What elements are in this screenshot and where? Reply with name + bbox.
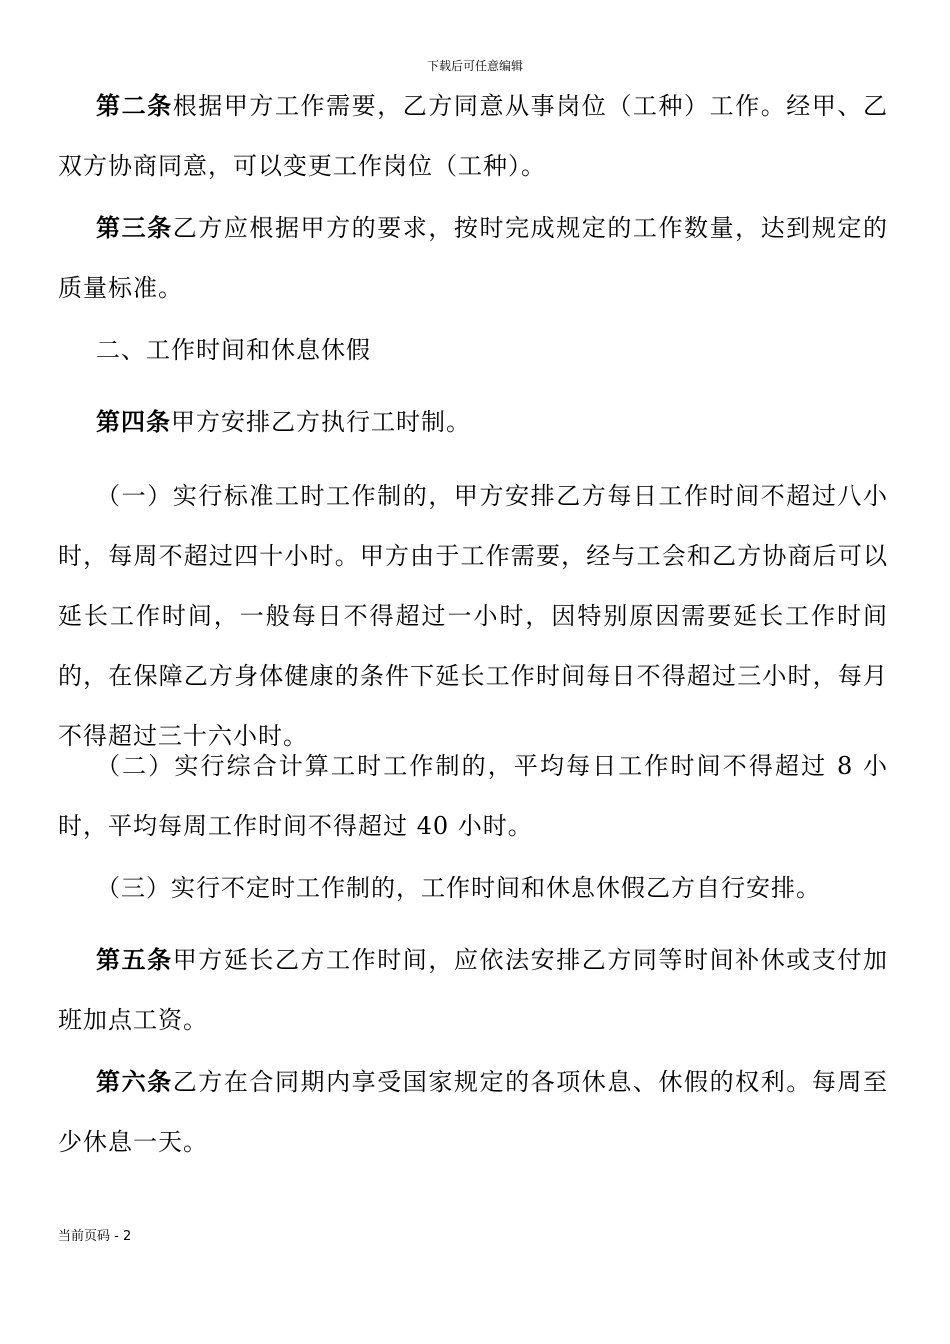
article-3-heading: 第三条 bbox=[96, 213, 173, 242]
article-3 bbox=[58, 198, 888, 318]
article-2-text: 根据甲方工作需要，乙方同意从事岗位（工种）工作。经甲、乙双方协商同意，可以变更工作岗位（工种）。 bbox=[58, 92, 889, 180]
clause-flexible-hours: （三）实行不定时工作制的，工作时间和休息休假乙方自行安排。 bbox=[96, 874, 821, 902]
article-2 bbox=[58, 76, 888, 196]
article-5-text: 甲方延长乙方工作时间，应依法安排乙方同等时间补休或支付加班加点工资。 bbox=[58, 946, 889, 1034]
article-6-text: 乙方在合同期内享受国家规定的各项休息、休假的权利。每周至少休息一天。 bbox=[58, 1068, 889, 1156]
article-5-heading: 第五条 bbox=[96, 945, 173, 974]
article-4 bbox=[58, 392, 888, 452]
section-heading-work-hours: 二、工作时间和休息休假 bbox=[96, 336, 371, 364]
article-4-text: 甲方安排乙方执行工时制。 bbox=[171, 408, 471, 436]
article-4-heading: 第四条 bbox=[96, 407, 171, 436]
article-3-text: 乙方应根据甲方的要求，按时完成规定的工作数量，达到规定的质量标准。 bbox=[58, 214, 889, 302]
page-number: 当前页码 - 2 bbox=[58, 1229, 132, 1244]
page-header: 下载后可任意编辑 bbox=[426, 59, 523, 73]
article-6 bbox=[58, 1052, 888, 1172]
clause-comprehensive-hours: （二）实行综合计算工时工作制的，平均每日工作时间不得超过 8 小时，平均每周工作时间不得超过 40 小时。 bbox=[58, 752, 888, 840]
clause-standard-hours: （一）实行标准工时工作制的，甲方安排乙方每日工作时间不超过八小时，每周不超过四十小时。甲方由于工作需要，经与工会和乙方协商后可以延长工作时间，一般每日不得超过一小时，因特别原因需要延长工作时间的，在保障乙方身体健康的条件下延长工作时间每日不得超过三小时，每月不得超过三十六小时。 bbox=[58, 482, 888, 750]
article-2-heading: 第二条 bbox=[96, 91, 173, 120]
article-5 bbox=[58, 930, 888, 1050]
article-6-heading: 第六条 bbox=[96, 1067, 173, 1096]
